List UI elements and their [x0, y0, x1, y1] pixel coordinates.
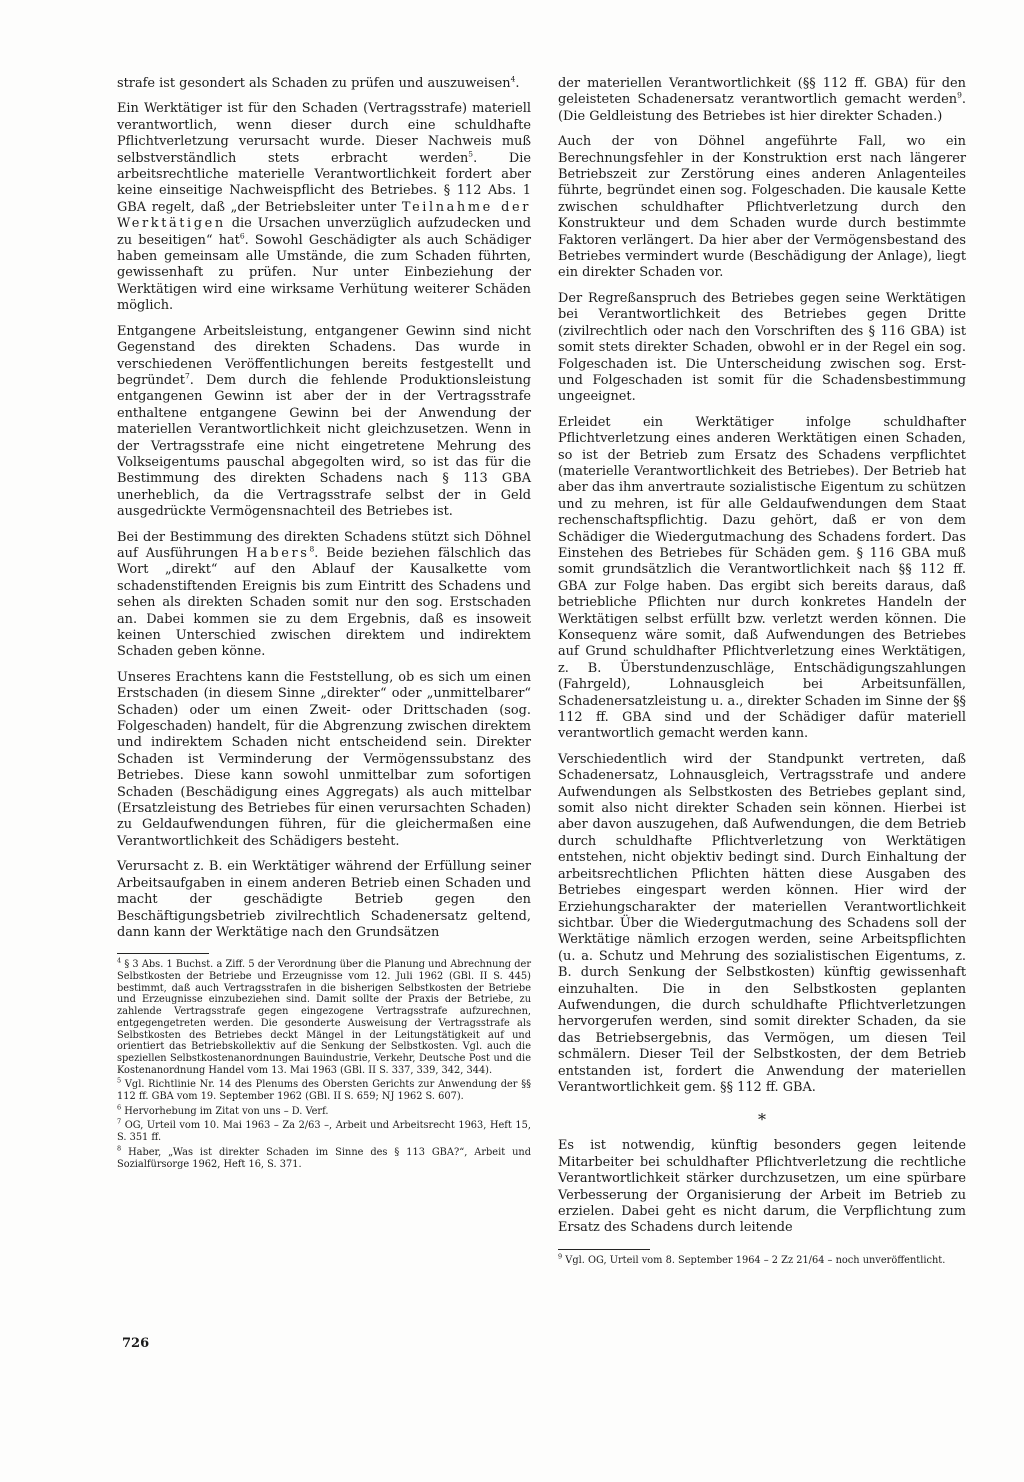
right-body-text: [558, 76, 966, 1237]
paragraph: Verschiedentlich wird der Standpunkt vertreten, daß Schadenersatz, Lohnausgleich, Vertragsstrafe und andere Aufwendungen als Selbstkosten des Betriebes geplant sind, somit also nicht direkter Schaden sein können. Hierbei ist aber davon auszugehen, daß Aufwendungen, die dem Betrieb durch schuldhafte Pflichtverletzung von Werktätigen entstehen, nicht objektiv bedingt sind. Durch Einhaltung der arbeitsrechtlichen Pflichten hätten diese Ausgaben des Betriebes eingespart werden können. Hier wird der Erziehungscharakter der materiellen Verantwortlichkeit sichtbar. Über die Wiedergutmachung des Schadens soll der Werktätige nämlich erzogen werden, seine Arbeitspflichten (u. a. Schutz und Mehrung des sozialistischen Eigentums, z. B. durch Senkung der Selbstkosten) künftig gewissenhaft einzuhalten. Die in den Selbstkosten geplanten Aufwendungen, die durch schuldhafte Pflichtverletzungen hervorgerufen werden, sind somit direkter Schaden, da sie das Betriebsergebnis, das Vermögen, um diesen Teil schmälern. Dieser Teil der Selbstkosten, der dem Betrieb entstanden ist, fordert die Anwendung der materiellen Verantwortlichkeit gem. §§ 112 ff. GBA.: [558, 751, 966, 1095]
paragraph: Auch der von Döhnel angeführte Fall, wo ein Berechnungsfehler in der Konstruktion erst nach längerer Betriebszeit zur Zerstörung eines anderen Anlagenteiles führte, begründet einen sog. Folgeschaden. Die kausale Kette zwischen schuldhafter Pflichtverletzung durch den Konstrukteur und dem Schaden wurde durch bestimmte Faktoren verlängert. Da hier aber der Vermögensbestand des Betriebes vermindert wurde (Beschädigung der Anlage), liegt ein direkter Schaden vor.: [558, 134, 966, 281]
footnote-ref: 5: [468, 149, 474, 159]
footnote: $^5$ Vgl. Richtlinie Nr. 14 des Plenums des Obersten Gerichts zur Anwendung der §§ 112 ff. GBA vom 19. September 1962 (GBl. II S. 659; NJ 1962 S. 607).: [117, 1077, 531, 1103]
paragraph: Der Regreßanspruch des Betriebes gegen seine Werktätigen bei Verantwortlichkeit des Betriebes gegen Dritte (zivilrechtlich oder nach den Vorschriften des § 116 GBA) ist somit stets direkter Schaden, obwohl er in der Regel ein sog. Folgeschaden ist. Die Unterscheidung zwischen sog. Erst- und Folgeschaden ist somit für die Schadensbestimmung ungeeignet.: [558, 290, 966, 405]
footnote-ref: 6: [239, 231, 245, 241]
paragraph: Es ist notwendig, künftig besonders gegen leitende Mitarbeiter bei schuldhafter Pflichtverletzung die rechtliche Verantwortlichkeit stärker durchzusetzen, um eine spürbare Verbesserung der Organisierung der Arbeit im Betrieb zu erzielen. Dabei geht es nicht darum, die Verpflichtung zum Ersatz des Schadens durch leitende: [558, 1138, 966, 1236]
footnote: $^8$ Haber, „Was ist direkter Schaden im Sinne des § 113 GBA?“, Arbeit und Sozialfürsorge 1962, Heft 16, S. 371.: [117, 1144, 531, 1170]
footnote: $^7$ OG, Urteil vom 10. Mai 1963 – Za 2/63 –, Arbeit und Arbeitsrecht 1963, Heft 15, S. 351 ff.: [117, 1118, 531, 1144]
footnote-divider: [558, 1249, 650, 1250]
paragraph: Unseres Erachtens kann die Feststellung, ob es sich um einen Erstschaden (in diesem Sinne „direkter“ oder „unmittelbarer“ Schaden) oder um einen Zweit- oder Drittschaden (sog. Folgeschaden) handelt, für die Abgrenzung zwischen direktem und indirektem Schaden nicht entscheidend sein. Direkter Schaden ist Verminderung der Vermögenssubstanz des Betriebes. Diese kann sowohl unmittelbar zum sofortigen Schaden (Beschädigung eines Aggregats) als auch mittelbar (Ersatzleistung des Betriebes für einen verursachten Schaden) zu Geldaufwendungen führen, für die gleichermaßen eine Verantwortlichkeit des Schädigers besteht.: [117, 669, 531, 849]
footnote-ref: 7: [184, 371, 190, 381]
paragraph: Entgangene Arbeitsleistung, entgangener Gewinn sind nicht Gegenstand des direkten Schadens. Das wurde in verschiedenen Veröffentlichungen bereits festgestellt und begründet$^7$. Dem durch die fehlende Produktionsleistung entgangenen Gewinn ist aber der in der Vertragsstrafe enthaltene entgangene Gewinn bei der Anwendung der materiellen Verantwortlichkeit nicht gleichzusetzen. Wenn in der Vertragsstrafe eine nicht eingetretene Mehrung des Volkseigentums pauschal abgegolten wird, so ist das für die Bestimmung des direkten Schadens nach § 113 GBA unerheblich, da die Vertragsstrafe selbst der in Geld ausgedrückte Vermögensnachteil des Betriebes ist.: [117, 323, 531, 520]
left-column: [117, 76, 531, 1173]
right-column: [558, 76, 966, 1270]
paragraph: Ein Werktätiger ist für den Schaden (Vertragsstrafe) materiell verantwortlich, wenn dieser durch eine schuldhafte Pflichtverletzung verursacht wurde. Dieser Nachweis muß selbstverständlich stets erbracht werden$^5$. Die arbeitsrechtliche materielle Verantwortlichkeit fordert aber keine einseitige Nachweispflicht des Betriebes. § 112 Abs. 1 GBA regelt, daß „der Betriebsleiter unter Teilnahme der Werktätigen die Ursachen unverzüglich aufzudecken und zu beseitigen“ hat$^6$. Sowohl Geschädigter als auch Schädiger haben gemeinsam alle Umstände, die zum Schaden führten, gewissenhaft zu prüfen. Nur unter Einbeziehung der Werktätigen wird eine wirksame Verhütung weiterer Schäden möglich.: [117, 101, 531, 314]
footnote-ref: 8: [309, 544, 315, 554]
paragraph: Verursacht z. B. ein Werktätiger während der Erfüllung seiner Arbeitsaufgaben in einem anderen Betrieb einen Schaden und macht der geschädigte Betrieb gegen den Beschäftigungsbetrieb zivilrechtlich Schadenersatz geltend, dann kann der Werktätige nach den Grundsätzen: [117, 859, 531, 940]
left-body-text: [117, 76, 531, 941]
paragraph: Bei der Bestimmung des direkten Schadens stützt sich Döhnel auf Ausführungen Habers$^8$. Beide beziehen fälschlich das Wort „direkt“ auf den Ablauf der Kausalkette vom schadenstiftenden Ereignis bis zum Eintritt des Schadens und sehen als direkten Schaden somit nur den sog. Erstschaden an. Dabei kommen sie zu dem Ergebnis, daß es insoweit keinen Unterschied zwischen direktem und indirektem Schaden geben könne.: [117, 529, 531, 660]
spaced-emphasis: Teilnahme der Werktätigen: [117, 199, 531, 232]
footnote-ref: 4: [510, 74, 516, 84]
footnote: $^6$ Hervorhebung im Zitat von uns – D. Verf.: [117, 1103, 329, 1117]
footnote-divider: [117, 953, 209, 954]
footnote-ref: 9: [957, 91, 962, 101]
left-footnotes: [117, 959, 531, 1170]
page-number: 726: [122, 1336, 150, 1351]
paragraph: strafe ist gesondert als Schaden zu prüfen und auszuweisen$^4$.: [117, 74, 520, 91]
spaced-emphasis: Habers: [246, 545, 310, 561]
footnote: $^9$ Vgl. OG, Urteil vom 8. September 1964 – 2 Zz 21/64 – noch unveröffentlicht.: [558, 1252, 946, 1266]
paragraph: Erleidet ein Werktätiger infolge schuldhafter Pflichtverletzung eines anderen Werktätigen einen Schaden, so ist der Betrieb zum Ersatz des Schadens verpflichtet (materielle Verantwortlichkeit des Betriebes). Der Betrieb hat aber das ihm anvertraute sozialistische Eigentum zu schützen und zu mehren, ist für alle Geldaufwendungen dem Staat rechenschaftspflichtig. Dazu gehört, daß er von dem Schädiger die Wiedergutmachung des Schadens fordert. Das Einstehen des Betriebes für Schäden gem. § 116 GBA muß somit grundsätzlich die Verantwortlichkeit nach §§ 112 ff. GBA zur Folge haben. Das ergibt sich bereits daraus, daß betriebliche Pflichten nur durch konkretes Handeln der Werktätigen selbst erfüllt bzw. verletzt werden können. Die Konsequenz wäre somit, daß Aufwendungen des Betriebes auf Grund schuldhafter Pflichtverletzung eines Werktätigen, z. B. Überstundenzuschläge, Entschädigungszahlungen (Fahrgeld), Lohnausgleich bei Arbeitsunfällen, Schadenersatzleistung u. a., direkter Schaden im Sinne der §§ 112 ff. GBA sind und der Schädiger dafür materiell verantwortlich gemacht werden kann.: [558, 414, 966, 742]
right-footnotes: [558, 1252, 966, 1267]
paragraph: der materiellen Verantwortlichkeit (§§ 112 ff. GBA) für den geleisteten Schadenersatz verantwortlich gemacht werden$^9$. (Die Geldleistung des Betriebes ist hier direkter Schaden.): [558, 76, 966, 124]
section-separator: *: [758, 1110, 766, 1130]
footnote: $^4$ § 3 Abs. 1 Buchst. a Ziff. 5 der Verordnung über die Planung und Abrechnung der Selbstkosten der Betriebe und Erzeugnisse vom 12. Juli 1962 (GBl. II S. 445) bestimmt, daß auch Vertragsstrafen in die bisherigen Selbstkosten der Betriebe und Erzeugnisse einzubeziehen sind. Damit sollte der Praxis der Betriebe, zu zahlende Vertragsstrafe gegen eingezogene Vertragsstrafe aufzurechnen, entgegengetreten werden. Die gesonderte Ausweisung der Vertragsstrafe als Selbstkosten des Betriebes deckt Mängel in der Leitungstätigkeit auf und orientiert das Betriebskollektiv auf die Senkung der Selbstkosten. Vgl. auch die speziellen Selbstkostenanordnungen Bauindustrie, Verkehr, Deutsche Post und die Kostenanordnung Handel vom 13. Mai 1963 (GBl. II S. 337, 339, 342, 344).: [117, 957, 531, 1076]
